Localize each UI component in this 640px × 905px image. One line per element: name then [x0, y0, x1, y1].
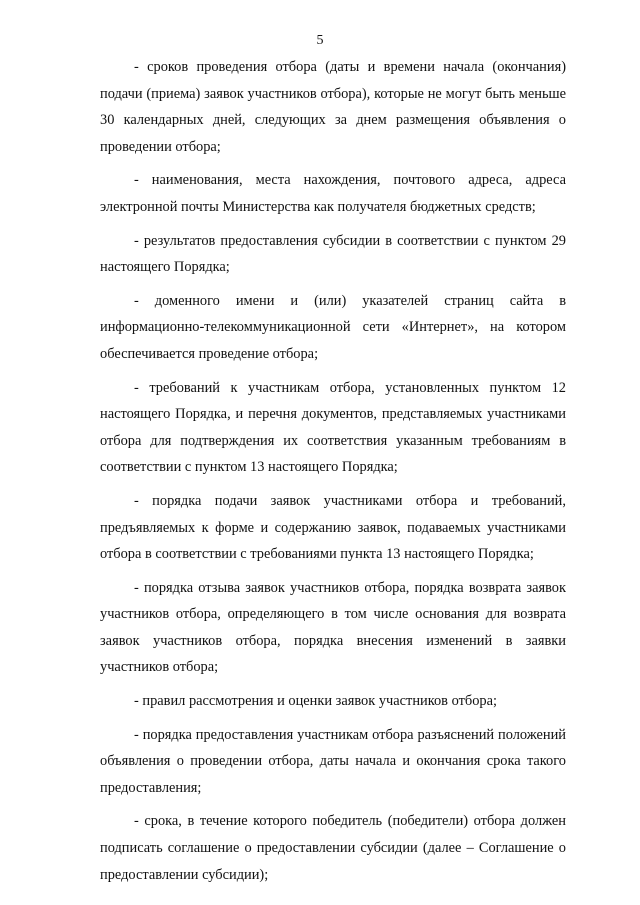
paragraph-agreement-deadline: - срока, в течение которого победитель (победители) отбора должен подписать соглашение о предоставлении субсидии (далее – Соглашение о предоставлении субсидии); — [100, 813, 566, 883]
paragraph-application-submission: - порядка подачи заявок участниками отбора и требований, предъявляемых к форме и содержанию заявок, подаваемых участниками отбора в соответствии с требованиями пункта 13 настоящего Порядка; — [100, 492, 566, 563]
paragraph-subsidy-results: - результатов предоставления субсидии в соответствии с пунктом 29 настоящего Порядка; — [100, 232, 566, 276]
document-body — [100, 54, 566, 895]
page-number: 5 — [316, 33, 324, 48]
paragraph-domain-name: - доменного имени и (или) указателей страниц сайта в информационно-телекоммуникационной сети «Интернет», на котором обеспечивается проведение отбора; — [100, 292, 566, 362]
paragraph-review-rules: - правил рассмотрения и оценки заявок участников отбора; — [134, 693, 497, 710]
paragraph-application-withdrawal: - порядка отзыва заявок участников отбора, порядка возврата заявок участников отбора, определяющего в том числе основания для возврата заявок участников отбора, порядка внесения изменений в заявки участников отбора; — [100, 579, 566, 676]
paragraph-clarifications: - порядка предоставления участникам отбора разъяснений положений объявления о проведении отбора, даты начала и окончания срока такого предоставления; — [100, 726, 566, 796]
paragraph-deadlines: - сроков проведения отбора (даты и времени начала (окончания) подачи (приема) заявок участников отбора), которые не могут быть меньше 30 календарных дней, следующих за днем размещения объявления о проведении отбора; — [100, 59, 566, 155]
paragraph-participant-requirements: - требований к участникам отбора, установленных пунктом 12 настоящего Порядка, и перечня документов, представляемых участниками отбора для подтверждения их соответствия указанным требованиям в соответствии с пунктом 13 настоящего Порядка; — [100, 379, 566, 476]
paragraph-ministry-details: - наименования, места нахождения, почтового адреса, адреса электронной почты Министерства как получателя бюджетных средств; — [100, 172, 566, 215]
